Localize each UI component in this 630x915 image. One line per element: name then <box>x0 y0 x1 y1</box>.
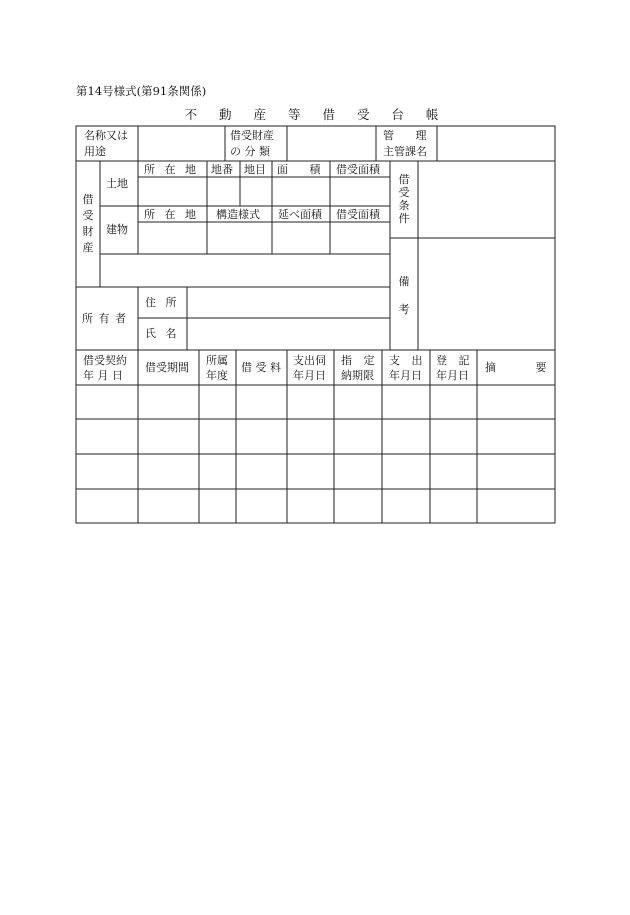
header-summary: 摘 要 <box>485 361 547 374</box>
header-fiscal-year-2: 年度 <box>206 369 228 382</box>
owner-address-label: 住 所 <box>145 296 177 309</box>
header-contract-date-2: 年 月 日 <box>83 369 123 382</box>
building-header-structure: 構造様式 <box>216 208 260 221</box>
document-title: 不 動 産 等 借 受 台 帳 <box>184 107 448 122</box>
land-header-land-type: 地目 <box>244 163 266 176</box>
header-contract-date: 借受契約 <box>83 354 127 367</box>
header-payment-deadline-2: 納期限 <box>341 369 374 382</box>
header-expenditure-request-2: 年月日 <box>293 369 326 382</box>
land-label: 土地 <box>106 177 128 190</box>
building-header-floor-area: 延べ面積 <box>278 208 322 221</box>
building-header-location: 所 在 地 <box>144 208 196 221</box>
header-lease-period: 借受期間 <box>145 361 189 374</box>
name-or-purpose-label-2: 用途 <box>84 145 106 158</box>
managing-dept-label-2: 主管課名 <box>383 145 427 158</box>
header-fiscal-year: 所属 <box>206 354 228 367</box>
property-category-label: 借受財産 <box>230 129 274 142</box>
header-registration-date-2: 年月日 <box>436 369 469 382</box>
header-registration-date: 登 記 <box>436 354 470 367</box>
land-header-location: 所 在 地 <box>144 163 196 176</box>
owner-name-label: 氏 名 <box>145 327 177 340</box>
land-header-lot-number: 地番 <box>211 163 233 176</box>
header-expenditure-date: 支 出 <box>389 354 423 367</box>
form-number: 第14号様式(第91条関係) <box>76 84 207 98</box>
lease-conditions-label: 借受条件 <box>398 173 410 225</box>
land-header-leased-area: 借受面積 <box>336 163 380 176</box>
header-payment-deadline: 指 定 <box>341 354 375 367</box>
remarks-label: 備 考 <box>398 275 410 316</box>
land-header-area: 面 積 <box>277 163 321 176</box>
leased-property-label: 借受財産 <box>82 193 94 254</box>
header-lease-fee: 借 受 料 <box>241 361 281 374</box>
owner-label: 所 有 者 <box>82 312 126 325</box>
building-header-leased-area: 借受面積 <box>336 208 380 221</box>
header-expenditure-date-2: 年月日 <box>389 369 422 382</box>
building-label: 建物 <box>106 223 128 236</box>
name-or-purpose-label: 名称又は <box>84 129 128 142</box>
managing-dept-label: 管 理 <box>383 129 427 142</box>
property-category-label-2: の 分 類 <box>230 145 270 158</box>
header-expenditure-request: 支出伺 <box>293 354 326 367</box>
